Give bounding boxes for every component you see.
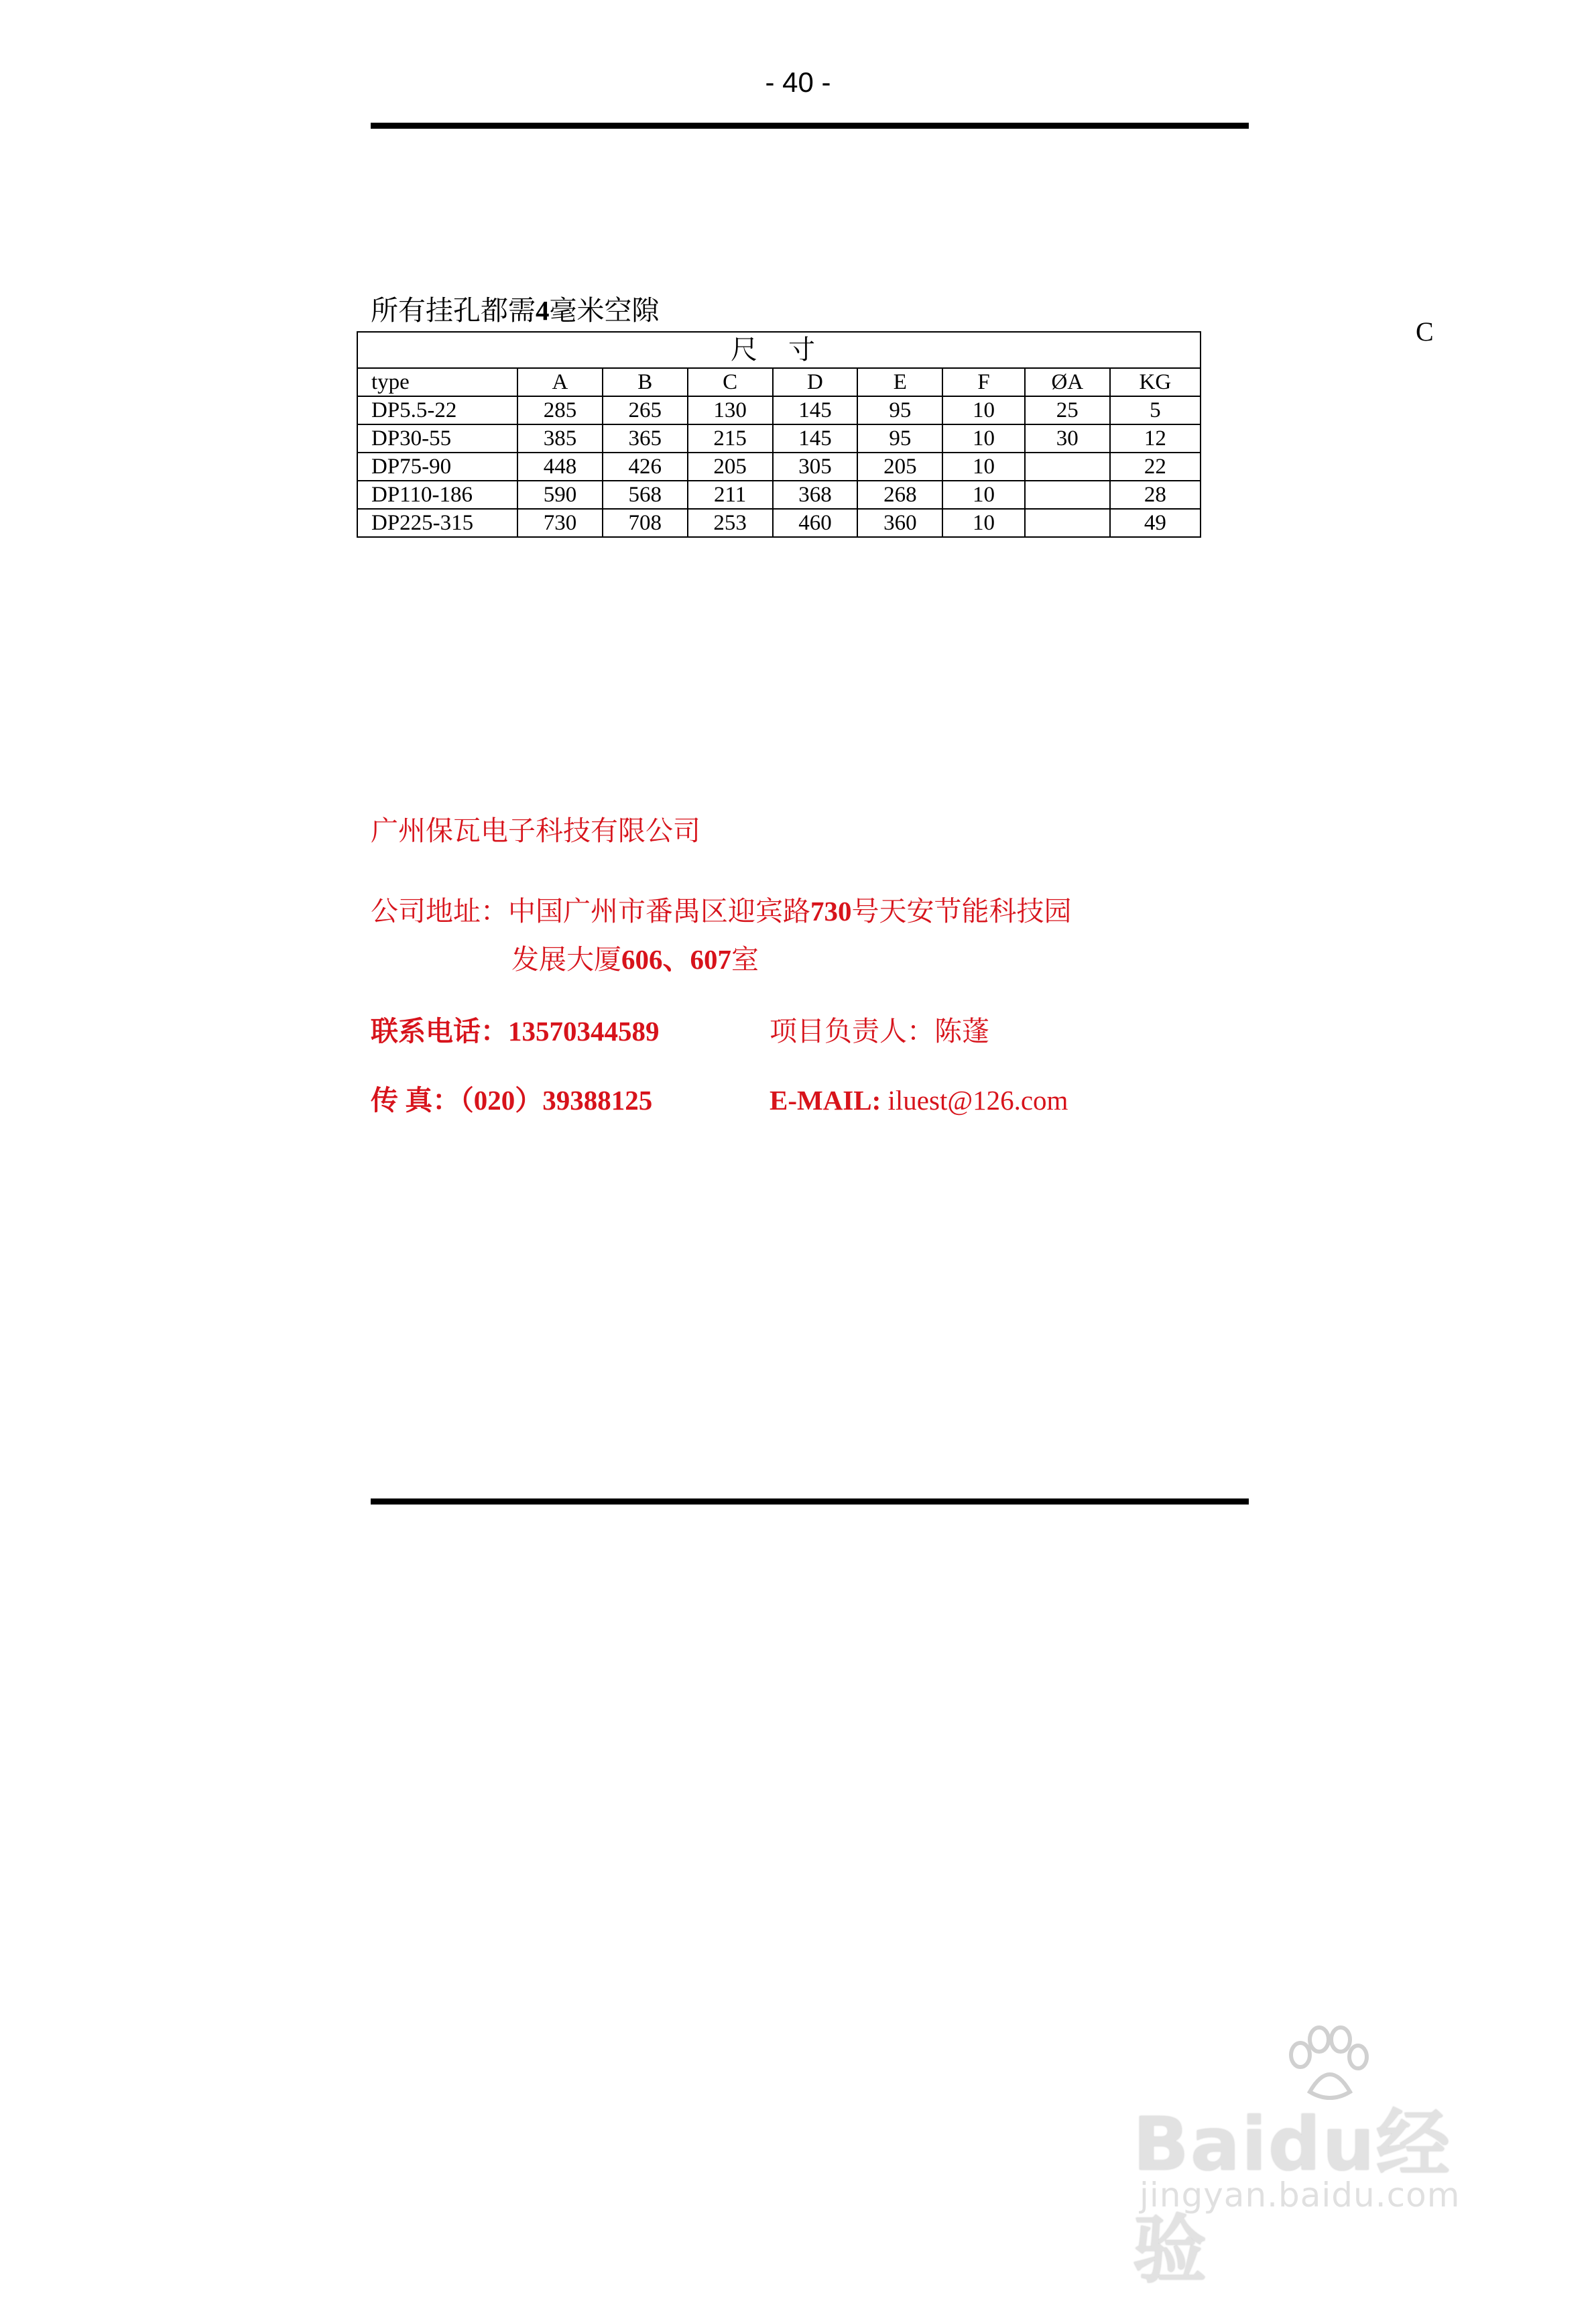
table-cell: DP225-315 [357,509,517,537]
table-cell: 10 [942,481,1025,509]
header-rule [371,123,1249,129]
email-line [770,1083,1068,1118]
address-part: 号天安节能科技园 [851,896,1072,927]
watermark-url: jingyan.baidu.com [1140,2176,1461,2215]
table-cell: DP30-55 [357,424,517,453]
table-cell: 426 [603,453,688,481]
side-letter: C [1416,316,1434,347]
table-cell: DP5.5-22 [357,396,517,424]
table-cell: 285 [517,396,603,424]
table-cell: 730 [517,509,603,537]
email-label: E-MAIL: [770,1085,881,1116]
mounting-note [371,294,660,327]
table-row [357,396,1201,424]
table-row [357,424,1201,453]
table-cell: DP110-186 [357,481,517,509]
table-row [357,509,1201,537]
address-room: 606、607 [621,944,731,975]
table-cell: 10 [942,509,1025,537]
table-cell: 95 [857,396,942,424]
header-cell: ØA [1025,368,1110,396]
address-number: 730 [810,896,852,927]
address-line-2 [511,942,759,977]
address-label: 公司地址： [371,896,508,927]
fax-label: 传 真： [371,1085,461,1116]
address-part: 室 [731,944,759,975]
table-cell: 12 [1110,424,1201,453]
table-cell: 5 [1110,396,1201,424]
table-cell: 30 [1025,424,1110,453]
table-cell: 28 [1110,481,1201,509]
table-cell: 265 [603,396,688,424]
baidu-watermark [1133,2025,1522,2293]
table-cell: 365 [603,424,688,453]
header-cell: type [357,368,517,396]
phone-number: 13570344589 [508,1016,660,1047]
table-caption: 尺 寸 [357,332,1201,368]
watermark-brand: Baidu经验 [1133,2101,1451,2293]
table-cell [1025,453,1110,481]
header-cell: A [517,368,603,396]
note-prefix: 所有挂孔都需 [371,295,536,326]
table-cell: 205 [857,453,942,481]
header-cell: D [773,368,858,396]
table-caption-row [357,332,1201,368]
table-cell: 205 [688,453,773,481]
table-cell: 590 [517,481,603,509]
table-cell: 268 [857,481,942,509]
header-cell: F [942,368,1025,396]
table-cell: 568 [603,481,688,509]
table-row [357,453,1201,481]
table-cell: 10 [942,453,1025,481]
table-cell: 448 [517,453,603,481]
manager-line [770,1014,989,1049]
address-part: 发展大厦 [511,944,621,975]
table-cell: 10 [942,396,1025,424]
page-number: - 40 - [765,66,831,98]
table-cell: 460 [773,509,858,537]
address-part: 中国广州市番禺区迎宾路 [508,896,810,927]
company-name: 广州保瓦电子科技有限公司 [371,815,700,846]
email-link[interactable]: iluest@126.com [887,1085,1068,1116]
table-cell: 360 [857,509,942,537]
phone-label: 联系电话： [371,1016,508,1047]
header-cell: B [603,368,688,396]
table-cell: 130 [688,396,773,424]
table-row [357,481,1201,509]
table-cell: 145 [773,424,858,453]
table-cell: 49 [1110,509,1201,537]
note-number: 4 [536,295,550,326]
table-cell [1025,509,1110,537]
header-cell: E [857,368,942,396]
note-suffix: 毫米空隙 [549,295,660,326]
table-cell: 305 [773,453,858,481]
fax-line [371,1083,652,1118]
table-cell [1025,481,1110,509]
table-header-row [357,368,1201,396]
table-cell: 708 [603,509,688,537]
table-cell: DP75-90 [357,453,517,481]
table-cell: 25 [1025,396,1110,424]
table-cell: 145 [773,396,858,424]
table-cell: 368 [773,481,858,509]
table-cell: 211 [688,481,773,509]
table-cell: 385 [517,424,603,453]
header-cell: KG [1110,368,1201,396]
dimension-table [357,331,1201,538]
address-line-1 [371,894,1072,929]
table-cell: 95 [857,424,942,453]
footer-rule [371,1498,1249,1505]
fax-number: （020）39388125 [460,1085,653,1116]
header-cell: C [688,368,773,396]
manager-label: 项目负责人： [770,1016,934,1047]
manager-name: 陈蓬 [934,1016,989,1047]
phone-line [371,1014,660,1049]
table-cell: 253 [688,509,773,537]
table-cell: 215 [688,424,773,453]
table-cell: 10 [942,424,1025,453]
table-cell: 22 [1110,453,1201,481]
